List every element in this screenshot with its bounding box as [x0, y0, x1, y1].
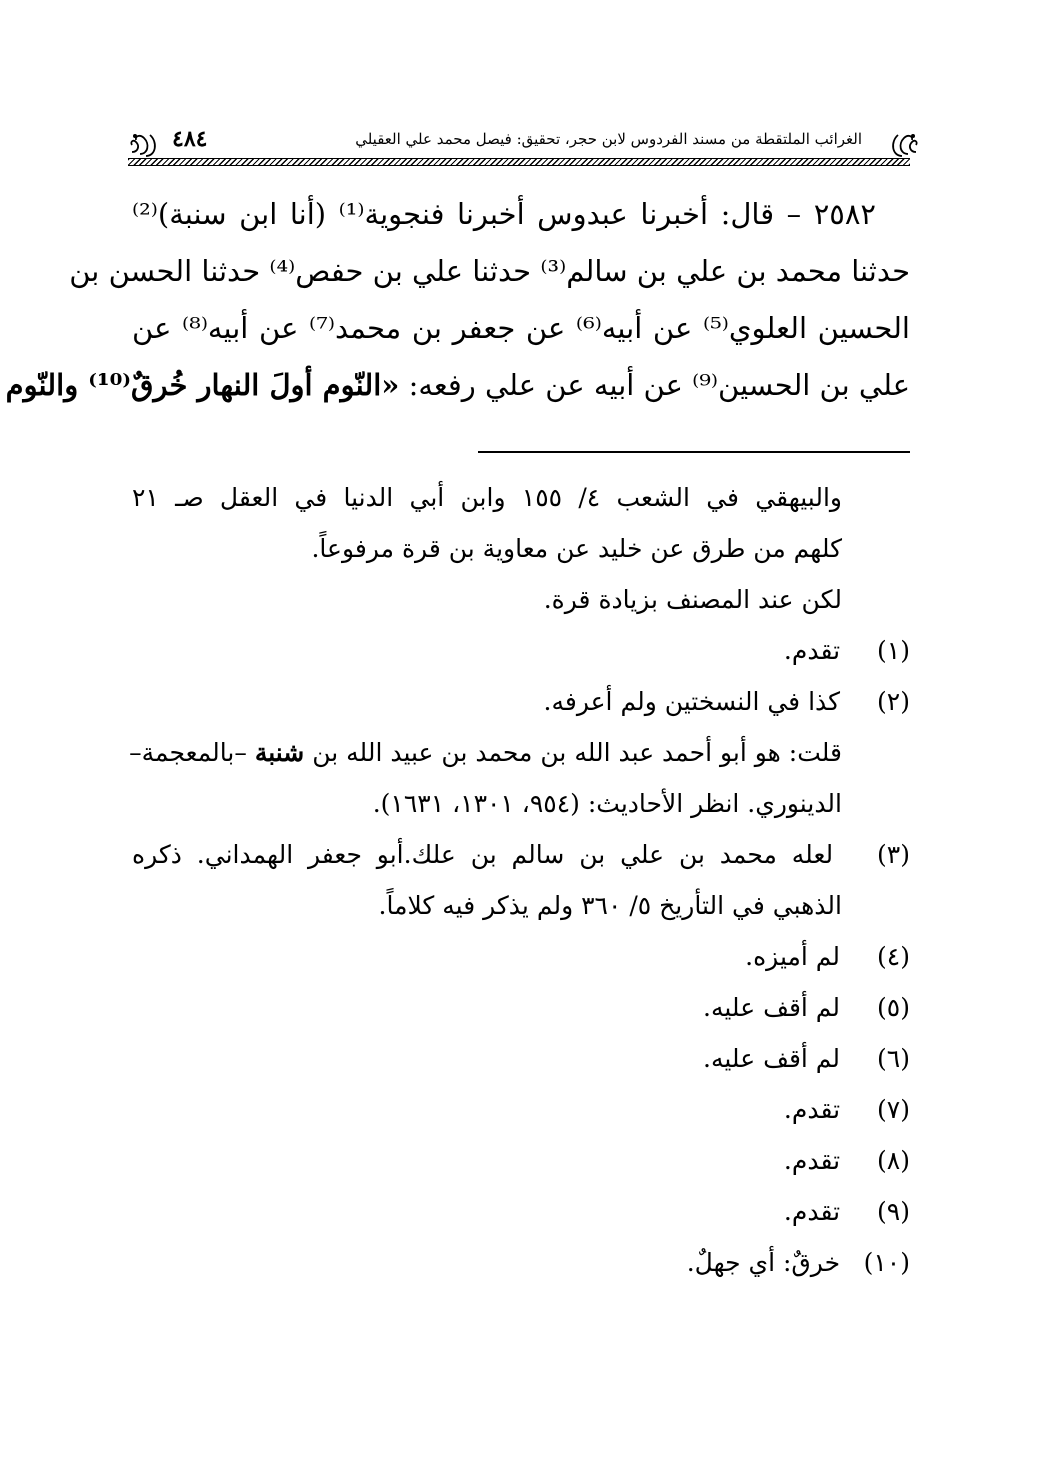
- footnote-number: (١): [877, 636, 910, 665]
- page-number: ٤٨٤: [172, 126, 208, 152]
- footnote-item: [132, 982, 910, 1033]
- footnote-continuation: لكن عند المصنف بزيادة قرة.: [543, 585, 842, 614]
- footnote-continuation: والبيهقي في الشعب ٤/ ١٥٥ وابن أبي الدنيا في العقل صـ ٢١: [132, 483, 842, 512]
- footnote-number: (٦): [877, 1044, 910, 1073]
- footnote-number: (٥): [877, 993, 910, 1022]
- ornament-icon: [880, 130, 920, 158]
- footnote-number: (٨): [877, 1146, 910, 1175]
- text-segment: علي بن الحسين⁽⁹⁾ عن أبيه عن علي رفعه:: [399, 368, 910, 402]
- text-segment: –بالمعجمة–: [129, 738, 255, 767]
- footnote-number: (٧): [877, 1095, 910, 1124]
- footnote-text: الدينوري. انظر الأحاديث: (٩٥٤، ١٣٠١، ١٦٣١).: [372, 789, 842, 818]
- footnote-number: (٢): [877, 687, 910, 716]
- footnote-item: [132, 829, 910, 880]
- footnote-text: [129, 727, 910, 778]
- footnote-item: [132, 1135, 910, 1186]
- footnote-text: تقدم.: [783, 1197, 841, 1226]
- footnote-text: تقدم.: [783, 636, 841, 665]
- footnote-text: لم أقف عليه.: [703, 993, 841, 1022]
- footnote-text: لعله محمد بن علي بن سالم بن علك.أبو جعفر الهمداني. ذكره: [132, 840, 834, 869]
- footnote-text: تقدم.: [783, 1095, 841, 1124]
- footnote-item: [132, 625, 910, 676]
- book-title: الغرائب الملتقطة من مسند الفردوس لابن حجر، تحقيق: فيصل محمد علي العقيلي: [355, 130, 862, 148]
- footnote-number: (٤): [877, 942, 910, 971]
- footnote-number: (٣): [877, 840, 910, 869]
- text-line: حدثنا محمد بن علي بن سالم⁽³⁾ حدثنا علي بن حفص⁽⁴⁾ حدثنا الحسن بن: [69, 254, 910, 288]
- footnote-text: الذهبي في التأريخ ٥/ ٣٦٠ ولم يذكر فيه كلاماً.: [378, 891, 842, 920]
- footnote-item: [132, 1186, 910, 1237]
- footnote-text: خرقٌ: أي جهلٌ.: [686, 1248, 841, 1277]
- footnote-item: [132, 1237, 910, 1288]
- footnote-number: (٩): [877, 1197, 910, 1226]
- text-segment: قلت: هو أبو أحمد عبد الله بن محمد بن عبيد الله بن: [304, 738, 842, 767]
- footnote-text: تقدم.: [783, 1146, 841, 1175]
- hadith-text: [5, 186, 910, 414]
- footnote-text: لم أميزه.: [745, 942, 841, 971]
- header-rule: [128, 158, 910, 166]
- footnote-item: [132, 931, 910, 982]
- text-line: ٢٥٨٢ – قال: أخبرنا عبدوس أخبرنا فنجوية⁽¹⁾ (أنا ابن سنبة)⁽²⁾: [132, 197, 876, 231]
- ornament-icon: [128, 130, 168, 158]
- footnote-text: لم أقف عليه.: [703, 1044, 841, 1073]
- footnote-item: [132, 676, 910, 727]
- footnote-item: [132, 1033, 910, 1084]
- page-header: [128, 128, 910, 164]
- text-line: [5, 357, 910, 414]
- footnote-continuation: كلهم من طرق عن خليد عن معاوية بن قرة مرفوعاً.: [311, 534, 842, 563]
- footnote-item: [132, 1084, 910, 1135]
- footnotes: [129, 472, 910, 1288]
- bold-name: شنبة: [254, 738, 305, 767]
- hadith-quote: «النّوم أولَ النهار خُرقٌ⁽¹⁰⁾ والنّوم: [5, 368, 400, 402]
- footnote-number: (١٠): [863, 1248, 910, 1277]
- footnote-separator: [478, 451, 910, 453]
- footnote-text: كذا في النسختين ولم أعرفه.: [543, 687, 841, 716]
- text-line: الحسين العلوي⁽⁵⁾ عن أبيه⁽⁶⁾ عن جعفر بن محمد⁽⁷⁾ عن أبيه⁽⁸⁾ عن: [132, 311, 910, 345]
